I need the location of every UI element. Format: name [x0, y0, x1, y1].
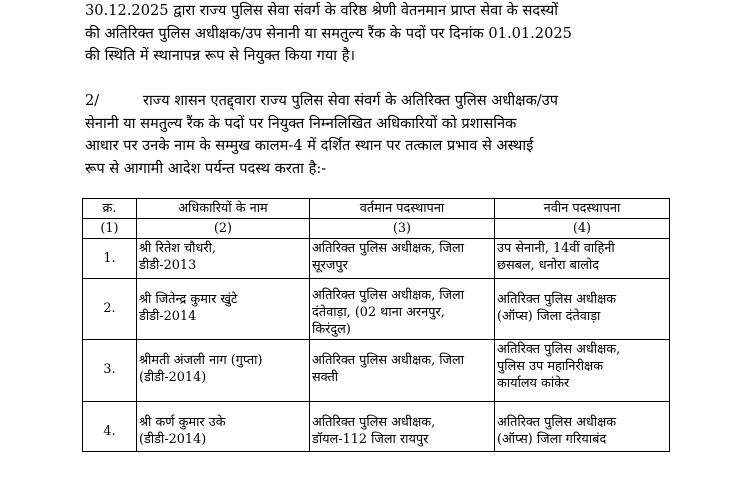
current-posting-line: दंतेवाड़ा, (02 थाना अरनपुर,	[312, 305, 445, 320]
officer-name-cell	[137, 402, 310, 452]
paragraph-1-line-1: 30.12.2025 द्वारा राज्य पुलिस सेवा संवर्ग के वरिष्ठ श्रेणी वेतनमान प्राप्त सेवा के सदस्यों	[85, 2, 558, 19]
paragraph-2-number: 2/	[85, 92, 100, 109]
new-posting-line: छसबल, धनोरा बालोद	[497, 258, 600, 273]
column-number-3: (3)	[310, 219, 495, 239]
table-column-number-row	[83, 219, 670, 239]
officer-name: श्री कर्ण कुमार उके	[139, 415, 226, 430]
officer-name-cell	[137, 340, 310, 402]
table-row	[83, 402, 670, 452]
column-number-4: (4)	[495, 219, 670, 239]
current-posting-line: अतिरिक्त पुलिस अधीक्षक, जिला	[312, 241, 465, 256]
officer-name: श्री जितेन्द्र कुमार खुंटे	[139, 292, 238, 307]
current-posting-line: अतिरिक्त पुलिस अधीक्षक, जिला	[312, 353, 465, 368]
current-posting-line: अतिरिक्त पुलिस अधीक्षक, जिला	[312, 288, 465, 303]
new-posting-line: पुलिस उप महानिरीक्षक	[497, 359, 604, 374]
paragraph-1	[85, 0, 685, 68]
table-row	[83, 340, 670, 402]
paragraph-2-line-2: सेनानी या समतुल्य रैंक के पदों पर नियुक्त निम्नलिखित अधिकारियों को प्रशासनिक	[85, 114, 517, 132]
new-posting-cell	[495, 279, 670, 340]
current-posting-cell	[310, 279, 495, 340]
officer-name-cell	[137, 279, 310, 340]
new-posting-line: अतिरिक्त पुलिस अधीक्षक,	[497, 342, 621, 357]
new-posting-line: (ऑप्स) जिला गरियाबंद	[497, 432, 607, 447]
officer-name: श्री रितेश चौधरी,	[139, 241, 216, 256]
paragraph-1-line-2: की अतिरिक्त पुलिस अधीक्षक/उप सेनानी या समतुल्य रैंक के पदों पर दिनांक 01.01.2025	[85, 24, 572, 42]
current-posting-line: सक्ती	[312, 370, 339, 385]
row-serial: 3.	[103, 362, 116, 377]
header-officer-name: अधिकारियों के नाम	[137, 199, 310, 219]
column-number-2: (2)	[137, 219, 310, 239]
officer-batch: डीडी-2014	[139, 309, 197, 324]
row-serial: 4.	[103, 424, 116, 439]
current-posting-line: अतिरिक्त पुलिस अधीक्षक,	[312, 415, 436, 430]
table-header-row	[83, 199, 670, 219]
table-row	[83, 279, 670, 340]
current-posting-cell	[310, 402, 495, 452]
new-posting-line: उप सेनानी, 14वीं वाहिनी	[497, 241, 615, 256]
header-current-posting: वर्तमान पदस्थापना	[310, 199, 495, 219]
current-posting-cell	[310, 239, 495, 279]
new-posting-line: अतिरिक्त पुलिस अधीक्षक	[497, 415, 617, 430]
new-posting-cell	[495, 402, 670, 452]
current-posting-cell	[310, 340, 495, 402]
current-posting-line: किरंदुल)	[312, 322, 351, 337]
paragraph-1-line-3: की स्थिति में स्थानापन्न रूप से नियुक्त किया गया है।	[85, 47, 355, 64]
header-serial: क्र.	[83, 199, 137, 219]
table-row	[83, 239, 670, 279]
officer-batch: डीडी-2013	[139, 258, 197, 273]
paragraph-2-line-4: रूप से आगामी आदेश पर्यन्त पदस्थ करता है:-	[85, 159, 327, 177]
officer-batch: (डीडी-2014)	[139, 370, 207, 385]
current-posting-line: डॉयल-112 जिला रायपुर	[312, 432, 429, 447]
officers-posting-table	[82, 198, 670, 452]
new-posting-cell	[495, 340, 670, 402]
new-posting-line: कार्यालय कांकेर	[497, 376, 570, 391]
current-posting-line: सूरजपुर	[312, 258, 348, 273]
row-serial: 1.	[103, 251, 116, 266]
new-posting-line: (ऑप्स) जिला दंतेवाड़ा	[497, 309, 601, 324]
officer-batch: (डीडी-2014)	[139, 432, 207, 447]
officer-name: श्रीमती अंजली नाग (गुप्ता)	[139, 353, 263, 368]
paragraph-2-line-1: राज्य शासन एतद्द्वारा राज्य पुलिस सेवा संवर्ग के अतिरिक्त पुलिस अधीक्षक/उप	[143, 92, 559, 109]
row-serial: 2.	[103, 301, 116, 316]
header-new-posting: नवीन पदस्थापना	[495, 199, 670, 219]
officer-name-cell	[137, 239, 310, 279]
column-number-1: (1)	[83, 219, 137, 239]
paragraph-2-line-3: आधार पर उनके नाम के सम्मुख कालम-4 में दर्शित स्थान पर तत्काल प्रभाव से अस्थाई	[85, 137, 534, 154]
paragraph-2	[85, 90, 685, 180]
new-posting-line: अतिरिक्त पुलिस अधीक्षक	[497, 292, 617, 307]
new-posting-cell	[495, 239, 670, 279]
